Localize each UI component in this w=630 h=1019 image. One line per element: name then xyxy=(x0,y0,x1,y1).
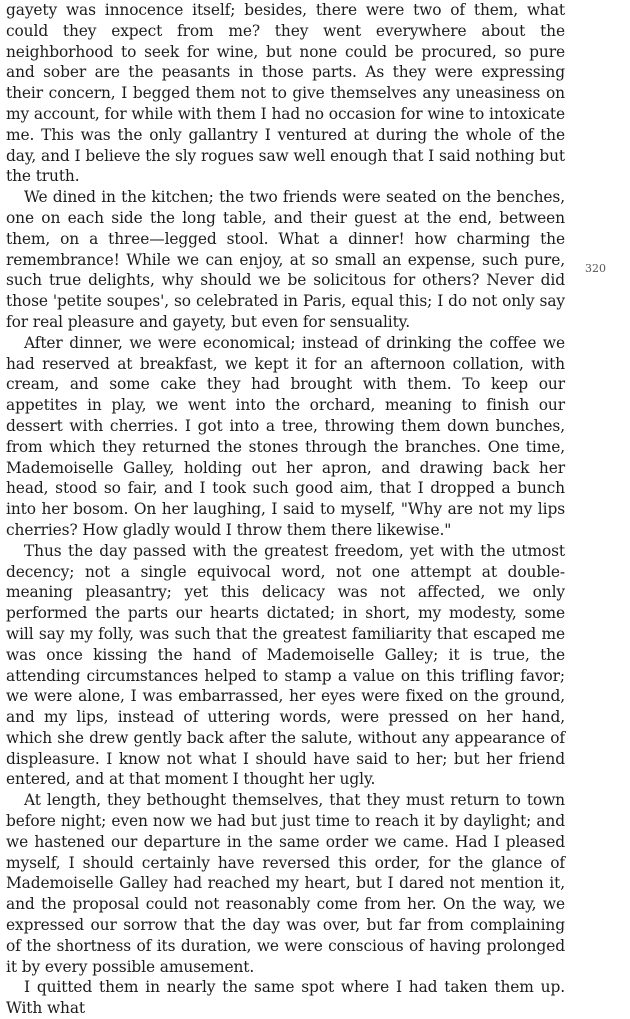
paragraph-gayety: gayety was innocence itself; besides, there were two of them, what could they expect from me? they went everywhere about the neighborhood to seek for wine, but none could be procured, so pure and sober are the peasants in those parts. As they were expressing their concern, I begged them not to give themselves any uneasiness on my account, for while with them I had no occasion for wine to intoxicate me. This was the only gallantry I ventured at during the whole of the day, and I believe the sly rogues saw well enough that I said nothing but the truth. xyxy=(6,1,565,186)
paragraph-day-passed: Thus the day passed with the greatest freedom, yet with the utmost decency; not a single equivocal word, not one attempt at double-meaning pleasantry; yet this delicacy was not affected, we only performed the parts our hearts dictated; in short, my modesty, some will say my folly, was such that the greatest familiarity that escaped me was once kissing the hand of Mademoiselle Galley; it is true, the attending circumstances helped to stamp a value on this trifling favor; we were alone, I was embarrassed, her eyes were fixed on the ground, and my lips, instead of uttering words, were pressed on her hand, which she drew gently back after the salute, without any appearance of displeasure. I know not what I should have said to her; but her friend entered, and at that moment I thought her ugly. xyxy=(6,541,565,789)
paragraph-at-length: At length, they bethought themselves, that they must return to town before night; even now we had but just time to reach it by daylight; and we hastened our departure in the same order we came. Had I pleased myself, I should certainly have reversed this order, for the glance of Mademoiselle Galley had reached my heart, but I dared not mention it, and the proposal could not reasonably come from her. On the way, we expressed our sorrow that the day was over, but far from complaining of the shortness of its duration, we were conscious of having prolonged it by every possible amusement. xyxy=(6,791,565,976)
paragraph-dined-in-kitchen: We dined in the kitchen; the two friends were seated on the benches, one on each side the long table, and their guest at the end, between them, on a three—legged stool. What a dinner! how charming the remembrance! While we can enjoy, at so small an expense, such pure, such true delights, why should we be solicitous for others? Never did those 'petite soupes', so celebrated in Paris, equal this; I do not only say for real pleasure and gayety, but even for sensuality. xyxy=(6,188,565,331)
paragraph-quitted-them: I quitted them in nearly the same spot where I had taken them up. With what xyxy=(6,978,565,1018)
page-number: 320 xyxy=(585,262,606,275)
paragraph-after-dinner: After dinner, we were economical; instead of drinking the coffee we had reserved at breakfast, we kept it for an afternoon collation, with cream, and some cake they had brought with them. To keep our appetites in play, we went into the orchard, meaning to finish our dessert with cherries. I got into a tree, throwing them down bunches, from which they returned the stones through the branches. One time, Mademoiselle Galley, holding out her apron, and drawing back her head, stood so fair, and I took such good aim, that I dropped a bunch into her bosom. On her laughing, I said to myself, "Why are not my lips cherries? How gladly would I throw them there likewise." xyxy=(6,333,565,539)
body-text xyxy=(6,0,565,1019)
